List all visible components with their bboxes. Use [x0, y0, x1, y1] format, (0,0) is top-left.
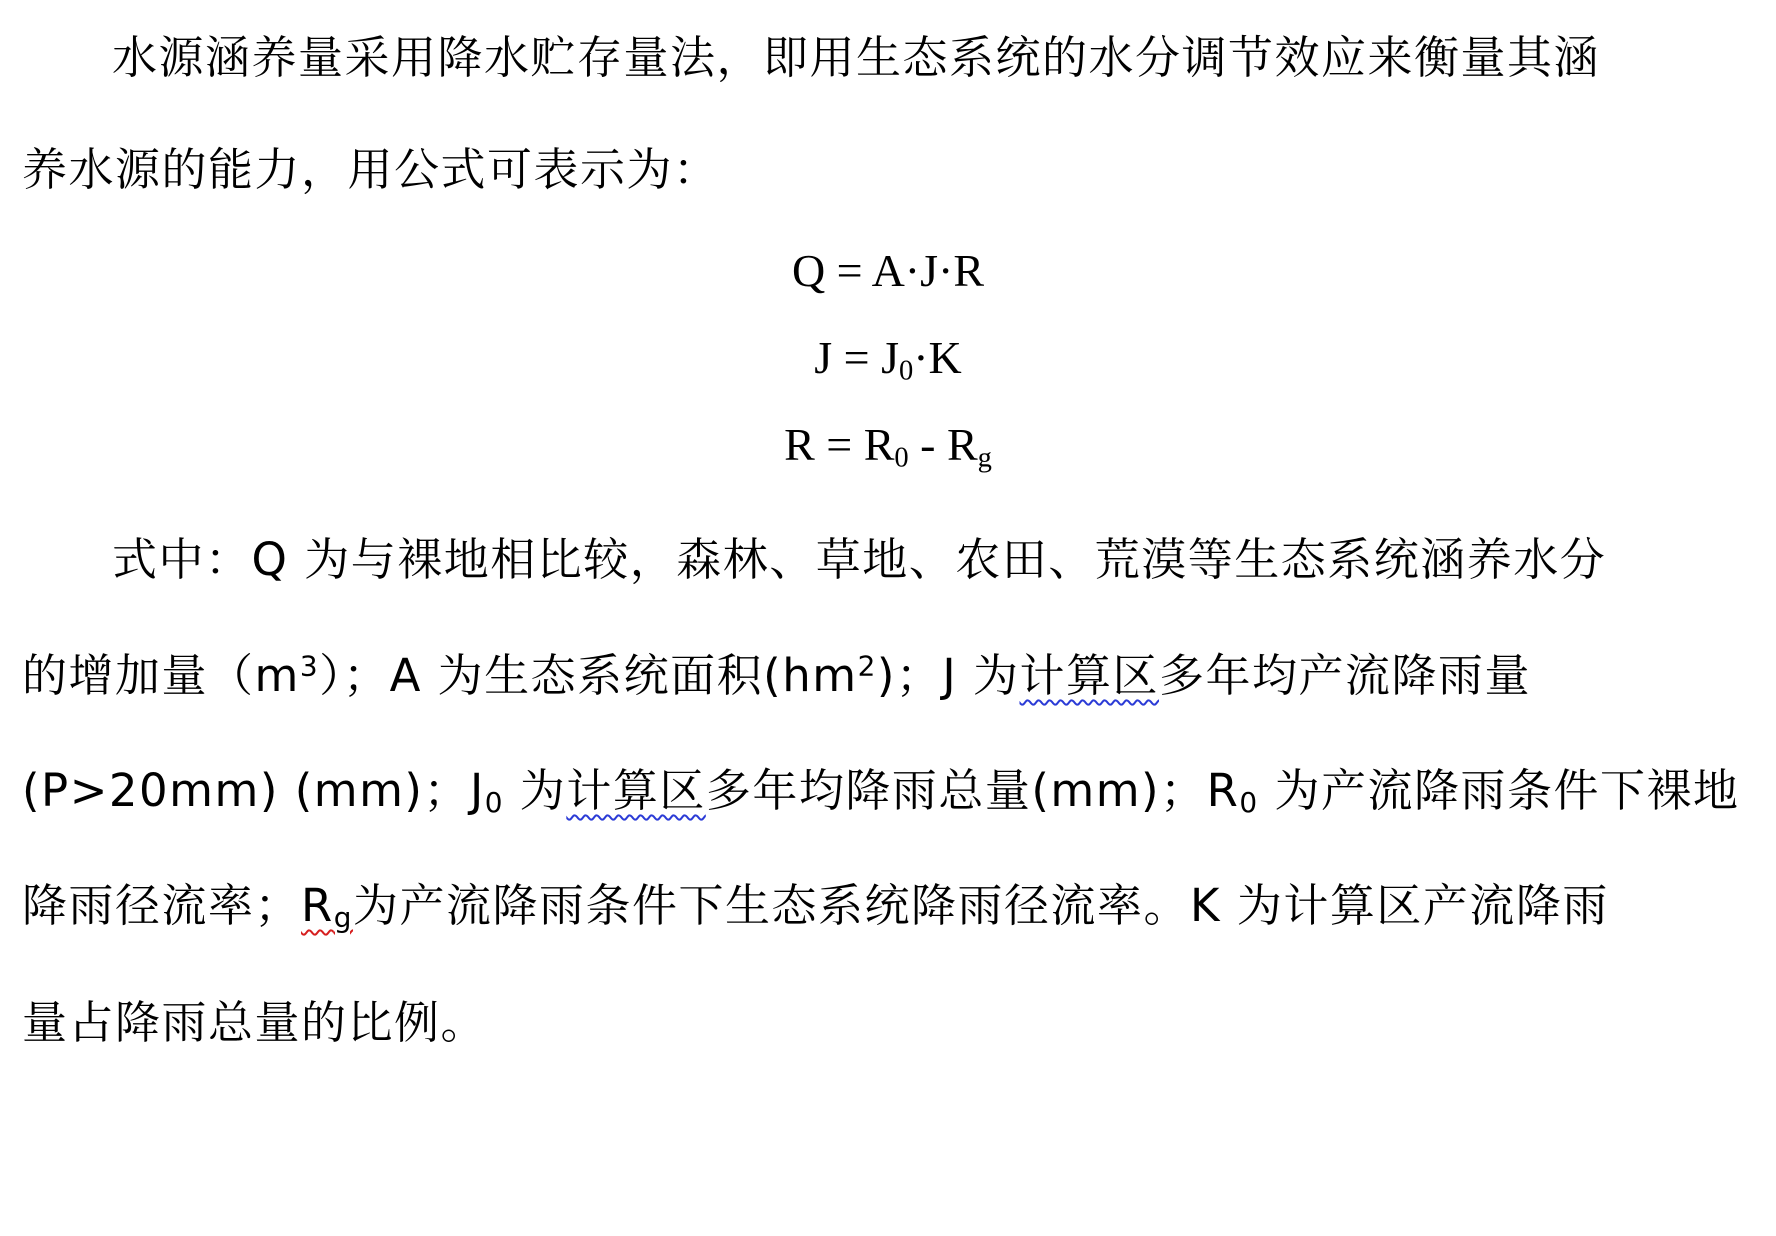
- paragraph-2-line-4: [22, 878, 1609, 934]
- formula-r-part-b: - R: [908, 419, 978, 470]
- paragraph-2-line-5: 量占降雨总量的比例。: [22, 996, 488, 1049]
- formula-r-part-a: R = R: [784, 419, 895, 470]
- superscript-2: 2: [857, 649, 877, 683]
- spelling-flag-rg-letter: R: [301, 879, 334, 932]
- line-3-text-a: (P>20mm) (mm)；J: [22, 764, 485, 817]
- formula-q-text: Q = A·J·R: [791, 245, 985, 296]
- paragraph-1-line-1: 水源涵养量采用降水贮存量法，即用生态系统的水分调节效应来衡量其涵: [112, 31, 1601, 84]
- line-3-subscript-0-a: 0: [484, 786, 504, 820]
- formula-r: [0, 417, 1776, 473]
- superscript-3: 3: [299, 649, 320, 683]
- formula-j-part-a: J = J: [814, 332, 899, 383]
- line-3-text-c: 多年均降雨总量(mm)；R: [705, 764, 1240, 817]
- line-2-text-c: )；J 为: [876, 649, 1020, 702]
- line-2-text-d: 多年均产流降雨量: [1159, 649, 1532, 702]
- paragraph-1-line-2: 养水源的能力，用公式可表示为：: [22, 143, 720, 196]
- formula-r-subscript-g: g: [977, 442, 992, 474]
- line-3-text-b: 为: [504, 764, 567, 817]
- line-4-text-b: 为产流降雨条件下生态系统降雨径流率。K 为计算区产流降雨: [353, 879, 1609, 932]
- paragraph-2-line-1: 式中：Q 为与裸地相比较，森林、草地、农田、荒漠等生态系统涵养水分: [112, 533, 1607, 586]
- line-3-subscript-0-b: 0: [1239, 786, 1259, 820]
- line-2-text-a: 的增加量（m: [22, 649, 300, 702]
- grammar-flag-calc-area[interactable]: 计算区: [1019, 649, 1160, 702]
- line-2-text-b: ）；A 为生态系统面积(hm: [319, 649, 858, 702]
- paragraph-2-line-2: [22, 648, 1531, 704]
- formula-q: [0, 243, 1776, 299]
- paragraph-2-line-3: [22, 763, 1739, 819]
- spelling-flag-rg-subscript: g: [333, 901, 354, 935]
- formula-r-subscript-0: 0: [894, 442, 909, 474]
- formula-j-part-b: ·K: [913, 332, 962, 383]
- line-3-text-d: 为产流降雨条件下裸地: [1258, 764, 1740, 817]
- grammar-flag-calc-area-2[interactable]: 计算区: [566, 764, 706, 817]
- spelling-flag-rg[interactable]: [301, 879, 354, 935]
- formula-j: [0, 330, 1776, 386]
- formula-j-subscript: 0: [898, 355, 914, 387]
- line-4-text-a: 降雨径流率；: [22, 879, 302, 932]
